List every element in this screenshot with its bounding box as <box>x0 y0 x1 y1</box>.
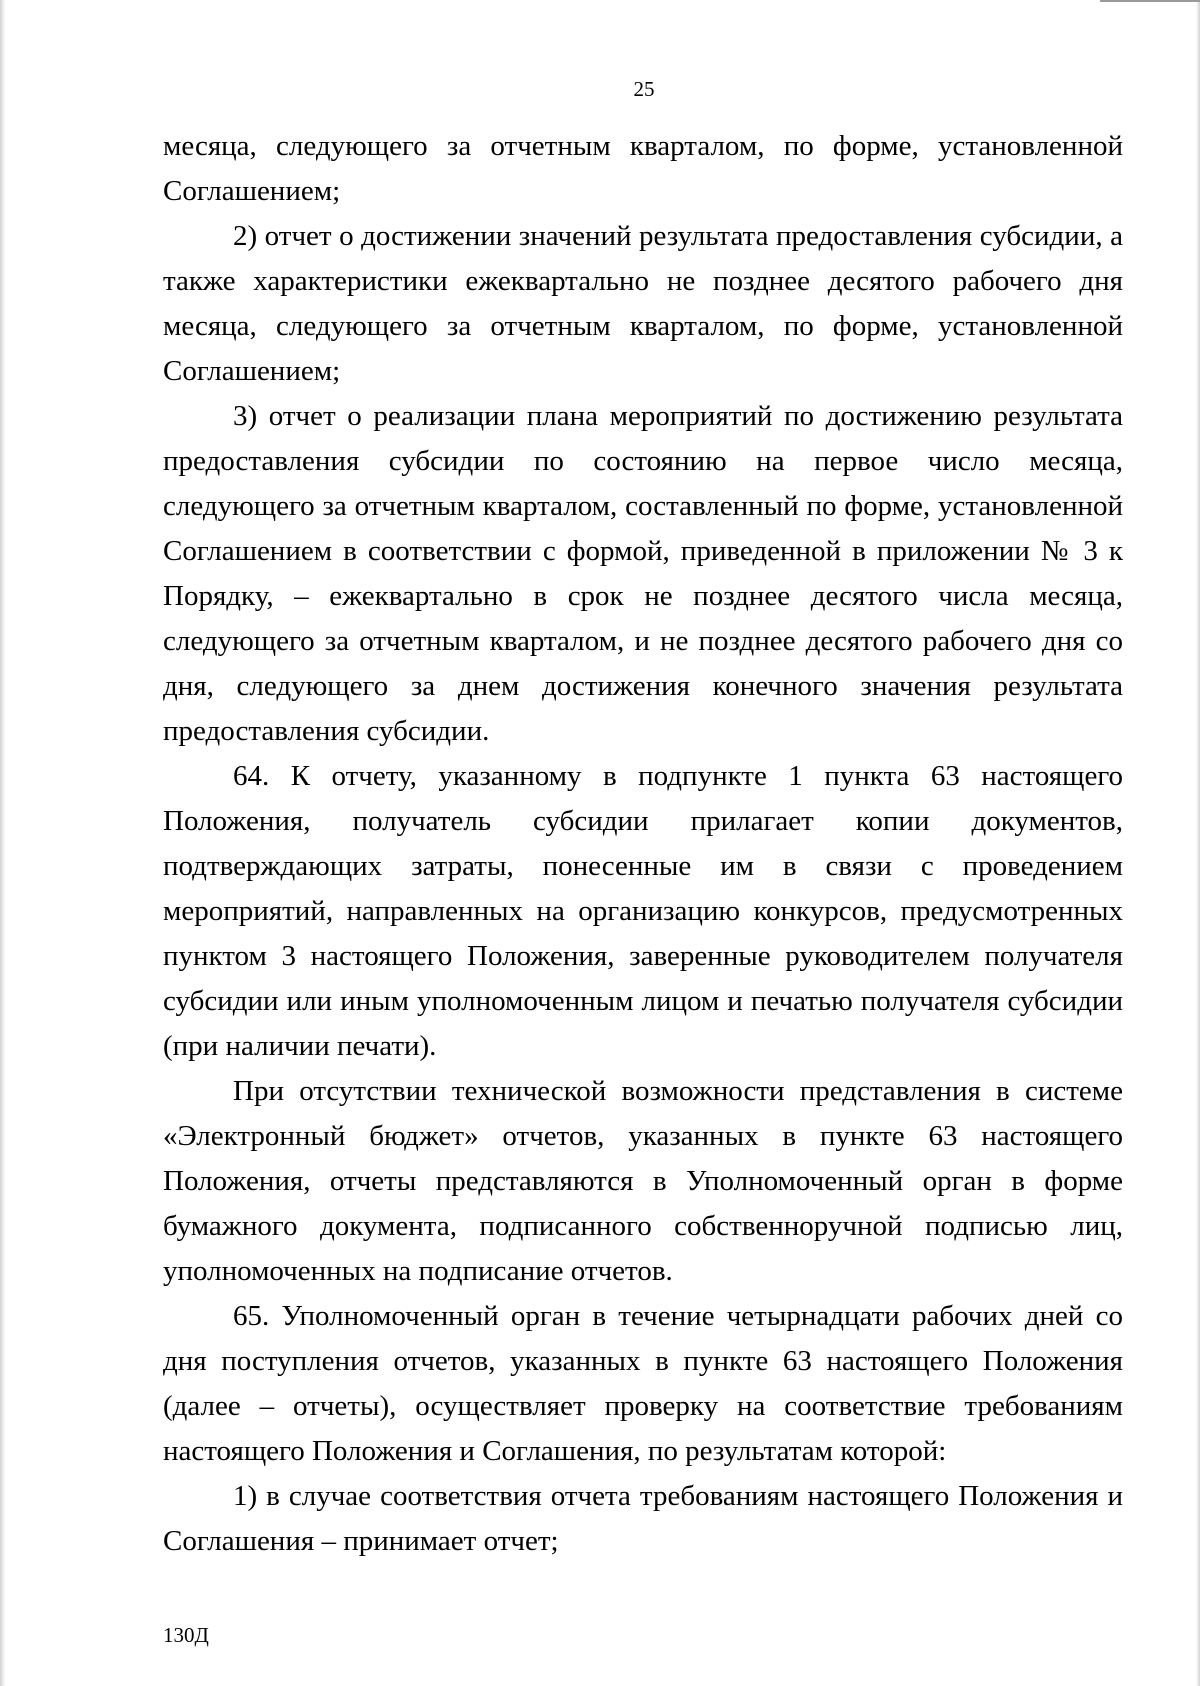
paragraph-clause-65: 65. Уполномоченный орган в течение четырнадцати рабочих дней со дня поступления отчетов, указанных в пункте 63 настоящего Положения (далее – отчеты), осуществляет проверку на соответствие требованиям настоящего Положения и Соглашения, по результатам которой: <box>163 1300 1123 1467</box>
footer-code: 130Д <box>163 1623 209 1647</box>
paragraph-clause-65-item-1: 1) в случае соответствия отчета требованиям настоящего Положения и Соглашения – принимает отчет; <box>163 1480 1123 1557</box>
paragraph-electronic-budget: При отсутствии технической возможности представления в системе «Электронный бюджет» отчетов, указанных в пункте 63 настоящего Положения, отчеты представляются в Уполномоченный орган в форме бумажного документа, подписанного собственноручной подписью лиц, уполномоченных на подписание отчетов. <box>163 1075 1123 1287</box>
document-body <box>163 124 1123 1564</box>
scan-edge-left <box>0 0 6 1686</box>
paragraph-item-2: 2) отчет о достижении значений результата предоставления субсидии, а также характеристики ежеквартально не позднее десятого рабочего дня месяца, следующего за отчетным кварталом, по форме, установленной Соглашением; <box>163 220 1123 387</box>
paragraph-continuation: месяца, следующего за отчетным кварталом, по форме, установленной Соглашением; <box>163 130 1123 207</box>
scan-edge-right <box>1196 0 1200 1686</box>
paragraph-item-3: 3) отчет о реализации плана мероприятий по достижению результата предоставления субсидии по состоянию на первое число месяца, следующего за отчетным кварталом, составленный по форме, установленной Соглашением в соответствии с формой, приведенной в приложении № 3 к Порядку, – ежеквартально в срок не позднее десятого числа месяца, следующего за отчетным кварталом, и не позднее десятого рабочего дня со дня, следующего за днем достижения конечного значения результата предоставления субсидии. <box>163 400 1123 747</box>
paragraph-clause-64: 64. К отчету, указанному в подпункте 1 пункта 63 настоящего Положения, получатель субсидии прилагает копии документов, подтверждающих затраты, понесенные им в связи с проведением мероприятий, направленных на организацию конкурсов, предусмотренных пунктом 3 настоящего Положения, заверенные руководителем получателя субсидии или иным уполномоченным лицом и печатью получателя субсидии (при наличии печати). <box>163 760 1123 1062</box>
page-number: 25 <box>633 77 655 101</box>
scan-edge-top <box>1100 0 1200 2</box>
